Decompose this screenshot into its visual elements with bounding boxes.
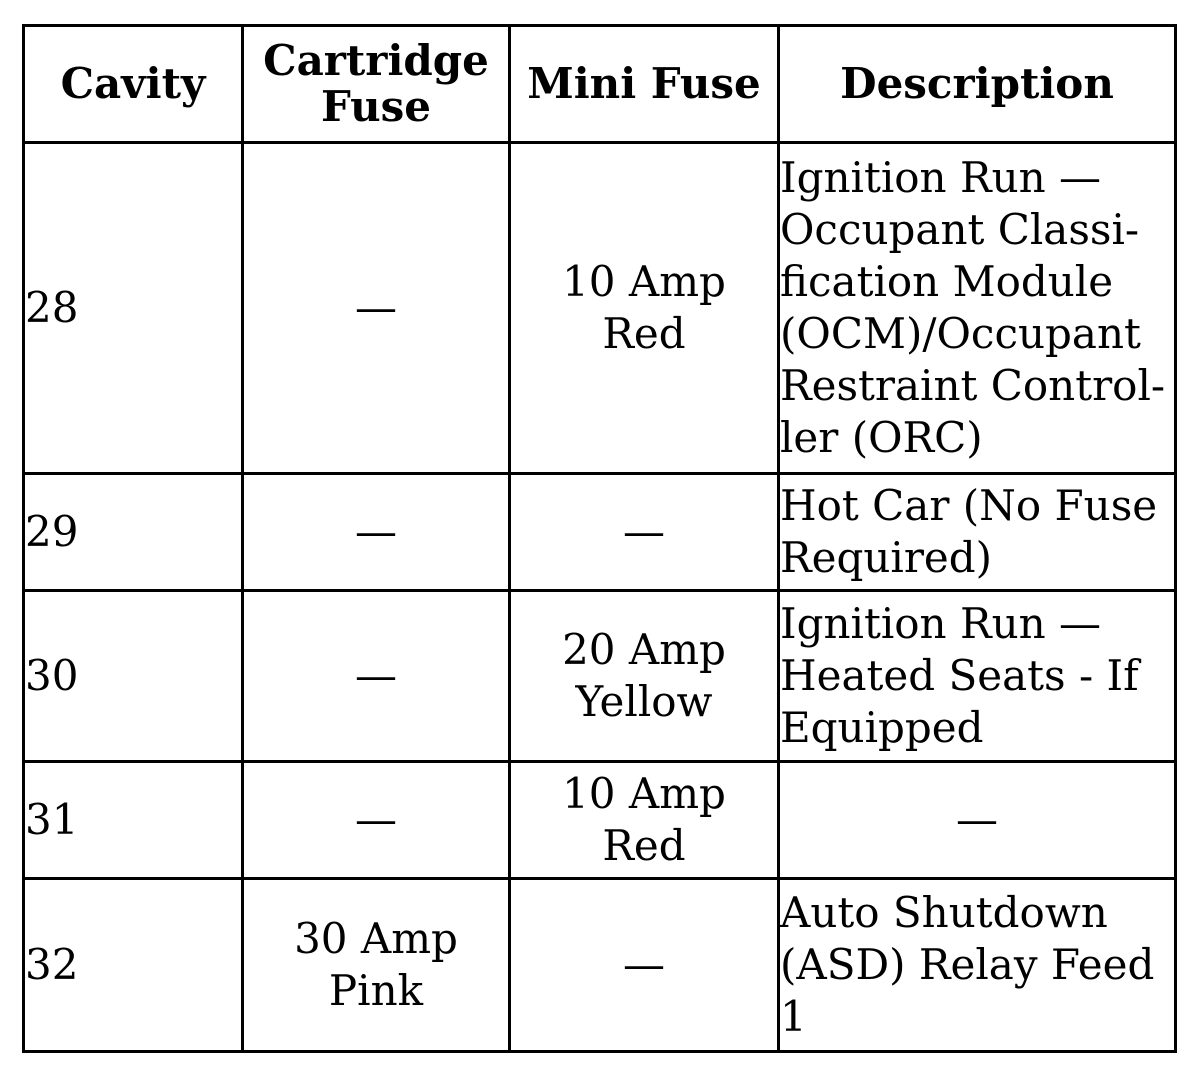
header-description: Description	[779, 26, 1176, 143]
table-row	[24, 591, 1176, 762]
mini-fuse-cell: 20 Amp Yellow	[510, 591, 779, 762]
mini-fuse-cell: —	[510, 474, 779, 591]
cavity-cell: 31	[24, 762, 243, 879]
table-row	[24, 762, 1176, 879]
header-cavity: Cavity	[24, 26, 243, 143]
description-cell: Ignition Run — Heated Seats - If Equipped	[779, 591, 1176, 762]
mini-fuse-cell: 10 Amp Red	[510, 762, 779, 879]
cavity-cell: 32	[24, 879, 243, 1052]
cartridge-fuse-cell: —	[243, 143, 510, 474]
header-row	[24, 26, 1176, 143]
table-row	[24, 143, 1176, 474]
cavity-cell: 30	[24, 591, 243, 762]
cavity-cell: 28	[24, 143, 243, 474]
description-cell: —	[779, 762, 1176, 879]
cartridge-fuse-cell: 30 Amp Pink	[243, 879, 510, 1052]
cartridge-fuse-cell: —	[243, 591, 510, 762]
cavity-cell: 29	[24, 474, 243, 591]
header-mini-fuse: Mini Fuse	[510, 26, 779, 143]
description-cell: Ignition Run — Occupant Classi- fication Module (OCM)/Occupant Restraint Control- ler (ORC)	[779, 143, 1176, 474]
table-row	[24, 474, 1176, 591]
fuse-table	[22, 24, 1177, 1053]
cartridge-fuse-cell: —	[243, 762, 510, 879]
header-cartridge-fuse: Cartridge Fuse	[243, 26, 510, 143]
description-cell: Auto Shutdown (ASD) Relay Feed 1	[779, 879, 1176, 1052]
description-cell: Hot Car (No Fuse Required)	[779, 474, 1176, 591]
mini-fuse-cell: 10 Amp Red	[510, 143, 779, 474]
mini-fuse-cell: —	[510, 879, 779, 1052]
cartridge-fuse-cell: —	[243, 474, 510, 591]
table-row	[24, 879, 1176, 1052]
